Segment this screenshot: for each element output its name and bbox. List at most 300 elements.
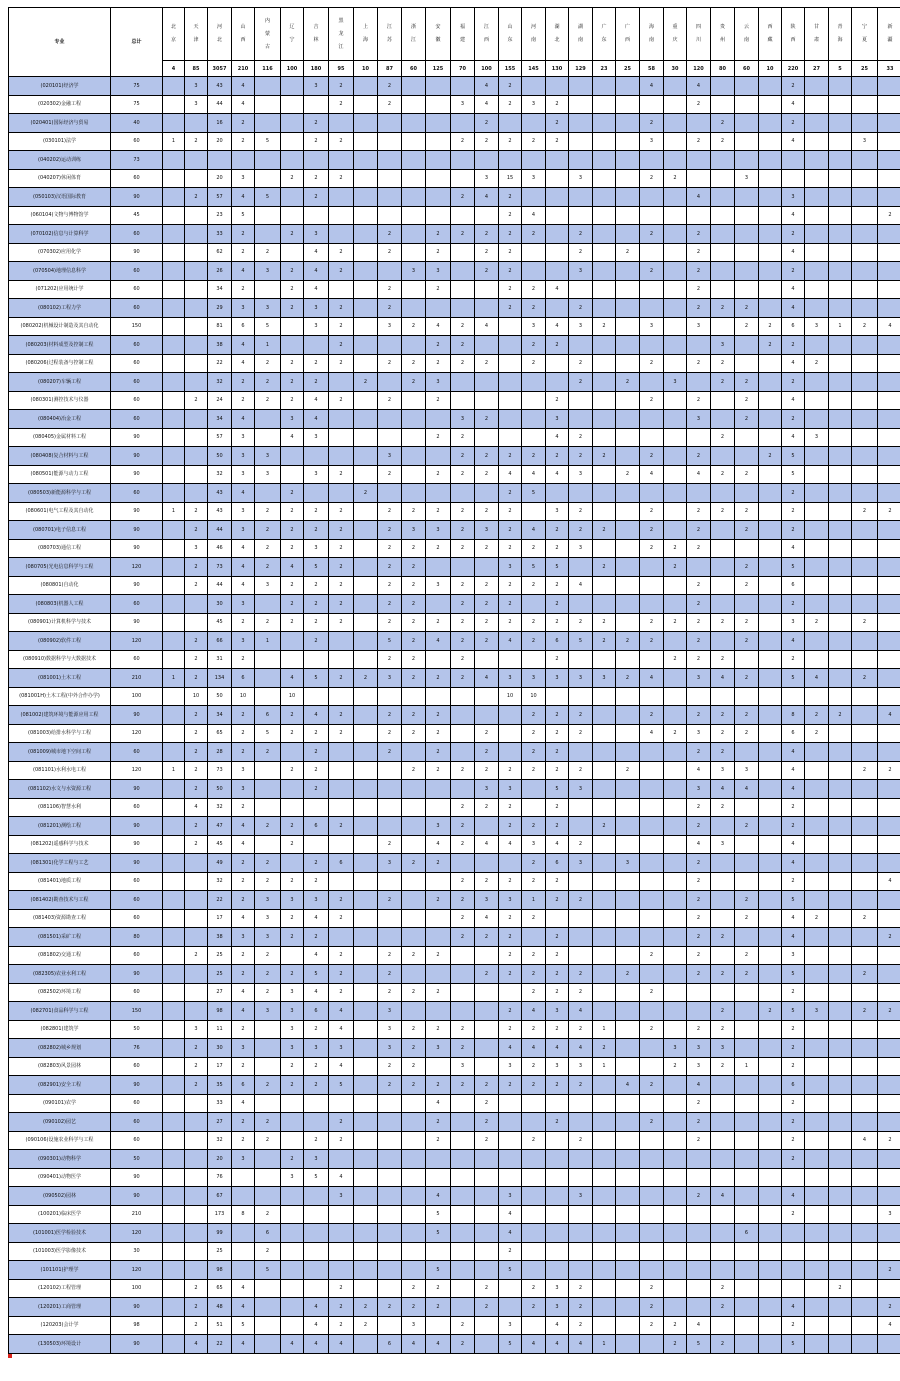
major-name-cell: (080206)过程装备与控制工程: [9, 354, 111, 373]
quota-cell: 3: [782, 946, 805, 965]
quota-cell: 2: [304, 780, 329, 799]
quota-cell: [878, 336, 900, 355]
quota-cell: [208, 151, 232, 170]
quota-cell: [522, 243, 546, 262]
quota-cell: [878, 391, 900, 410]
quota-cell: 2: [687, 354, 711, 373]
quota-cell: [569, 336, 593, 355]
quota-cell: 2: [546, 1113, 569, 1132]
quota-cell: 2: [687, 632, 711, 651]
row-total-cell: 90: [111, 447, 163, 466]
quota-cell: 2: [687, 743, 711, 762]
quota-cell: 2: [426, 983, 451, 1002]
quota-cell: 3: [232, 1150, 255, 1169]
quota-cell: [402, 484, 426, 503]
quota-cell: 3: [281, 983, 304, 1002]
quota-cell: [378, 132, 402, 151]
quota-cell: 5: [304, 558, 329, 577]
quota-cell: [878, 1020, 900, 1039]
quota-cell: 2: [451, 632, 475, 651]
quota-cell: [852, 188, 878, 207]
quota-cell: 2: [185, 1039, 208, 1058]
quota-cell: 4: [304, 1298, 329, 1317]
quota-cell: [569, 1224, 593, 1243]
quota-cell: [185, 114, 208, 133]
quota-cell: [475, 983, 499, 1002]
quota-cell: [852, 1242, 878, 1261]
quota-cell: 2: [782, 1113, 805, 1132]
quota-cell: [664, 225, 687, 244]
quota-cell: 2: [185, 188, 208, 207]
quota-cell: 3: [255, 1002, 281, 1021]
major-name-cell: (081802)交通工程: [9, 946, 111, 965]
province-name: 天津: [193, 24, 199, 43]
table-row: [9, 1020, 900, 1039]
quota-cell: [475, 854, 499, 873]
quota-cell: [255, 780, 281, 799]
quota-cell: 4: [878, 872, 900, 891]
quota-cell: [402, 151, 426, 170]
quota-cell: 4: [711, 669, 735, 688]
quota-cell: [852, 1261, 878, 1280]
quota-cell: [522, 373, 546, 392]
quota-cell: [711, 243, 735, 262]
quota-cell: 45: [208, 835, 232, 854]
quota-cell: [711, 262, 735, 281]
major-name-cell: (081401)地质工程: [9, 872, 111, 891]
quota-cell: [354, 151, 378, 170]
quota-cell: [593, 95, 616, 114]
quota-cell: 2: [185, 1279, 208, 1298]
quota-cell: 4: [782, 854, 805, 873]
quota-cell: [664, 891, 687, 910]
quota-cell: 2: [499, 280, 522, 299]
major-name-cell: (080910)数据科学与大数据技术: [9, 650, 111, 669]
quota-cell: 5: [522, 484, 546, 503]
quota-cell: 2: [378, 280, 402, 299]
quota-cell: [852, 835, 878, 854]
quota-cell: 3: [546, 1002, 569, 1021]
quota-cell: [640, 428, 664, 447]
quota-cell: 2: [782, 77, 805, 96]
quota-cell: [829, 428, 852, 447]
quota-cell: 4: [782, 539, 805, 558]
major-name-cell: (081501)采矿工程: [9, 928, 111, 947]
quota-cell: 2: [329, 502, 354, 521]
quota-cell: 3: [255, 576, 281, 595]
quota-cell: [426, 650, 451, 669]
quota-cell: [354, 1020, 378, 1039]
quota-cell: [163, 336, 185, 355]
quota-cell: [402, 1205, 426, 1224]
quota-cell: [759, 1298, 782, 1317]
quota-cell: [852, 1020, 878, 1039]
quota-cell: 15: [499, 169, 522, 188]
quota-cell: 2: [499, 928, 522, 947]
quota-cell: 2: [499, 1242, 522, 1261]
quota-cell: [687, 206, 711, 225]
quota-cell: [163, 891, 185, 910]
major-name-cell: (080703)通信工程: [9, 539, 111, 558]
quota-cell: [878, 909, 900, 928]
quota-cell: [304, 1113, 329, 1132]
quota-cell: [829, 1002, 852, 1021]
quota-cell: [402, 95, 426, 114]
province-total: 4: [163, 61, 185, 77]
quota-cell: [664, 576, 687, 595]
quota-cell: [687, 1279, 711, 1298]
quota-cell: [522, 114, 546, 133]
quota-cell: [878, 225, 900, 244]
quota-cell: [255, 798, 281, 817]
quota-cell: [664, 354, 687, 373]
quota-cell: [281, 95, 304, 114]
quota-cell: [378, 687, 402, 706]
quota-cell: [735, 743, 759, 762]
quota-cell: 6: [735, 1224, 759, 1243]
quota-cell: 2: [185, 632, 208, 651]
quota-cell: [593, 891, 616, 910]
quota-cell: [829, 206, 852, 225]
quota-cell: 4: [546, 280, 569, 299]
quota-cell: [687, 1298, 711, 1317]
quota-cell: [522, 391, 546, 410]
table-row: [9, 114, 900, 133]
quota-cell: 4: [522, 1335, 546, 1354]
province-name: 湖南: [577, 24, 583, 43]
quota-cell: 2: [402, 724, 426, 743]
table-row: [9, 891, 900, 910]
quota-cell: [805, 484, 829, 503]
quota-cell: [354, 1094, 378, 1113]
quota-cell: [281, 1316, 304, 1335]
quota-cell: [522, 1094, 546, 1113]
quota-cell: 3: [378, 1039, 402, 1058]
quota-cell: 2: [402, 854, 426, 873]
quota-cell: [829, 1168, 852, 1187]
quota-cell: 4: [475, 77, 499, 96]
quota-cell: 3: [735, 761, 759, 780]
quota-cell: 2: [426, 946, 451, 965]
quota-cell: 4: [232, 484, 255, 503]
quota-cell: [640, 761, 664, 780]
quota-cell: 4: [569, 576, 593, 595]
quota-cell: [711, 391, 735, 410]
quota-cell: 2: [522, 743, 546, 762]
quota-cell: [878, 632, 900, 651]
quota-cell: 5: [304, 669, 329, 688]
quota-cell: 4: [304, 391, 329, 410]
quota-cell: [664, 502, 687, 521]
quota-cell: [475, 1224, 499, 1243]
quota-cell: [805, 983, 829, 1002]
quota-cell: [616, 317, 640, 336]
quota-cell: [402, 243, 426, 262]
quota-cell: [805, 188, 829, 207]
quota-cell: 57: [208, 188, 232, 207]
quota-cell: [829, 928, 852, 947]
quota-cell: [402, 1150, 426, 1169]
quota-cell: 4: [329, 1057, 354, 1076]
quota-cell: 4: [782, 206, 805, 225]
province-total: 125: [426, 61, 451, 77]
quota-cell: 2: [593, 632, 616, 651]
quota-cell: 50: [208, 780, 232, 799]
major-name-cell: (081101)水利水电工程: [9, 761, 111, 780]
quota-cell: [163, 1205, 185, 1224]
quota-cell: [829, 225, 852, 244]
table-row: [9, 502, 900, 521]
quota-cell: 2: [499, 872, 522, 891]
table-row: [9, 262, 900, 281]
quota-cell: [829, 336, 852, 355]
quota-cell: [852, 1224, 878, 1243]
row-total-cell: 80: [111, 928, 163, 947]
quota-cell: [640, 743, 664, 762]
major-name-cell: (070302)应用化学: [9, 243, 111, 262]
province-header: [522, 8, 546, 61]
quota-cell: [829, 1150, 852, 1169]
quota-cell: [451, 1002, 475, 1021]
row-total-cell: 90: [111, 1076, 163, 1095]
quota-cell: 5: [782, 965, 805, 984]
quota-cell: 6: [232, 669, 255, 688]
quota-cell: 3: [255, 909, 281, 928]
quota-cell: [852, 243, 878, 262]
row-total-cell: 60: [111, 354, 163, 373]
quota-cell: [378, 1279, 402, 1298]
quota-cell: 31: [208, 650, 232, 669]
quota-cell: 2: [304, 132, 329, 151]
quota-cell: [185, 428, 208, 447]
quota-cell: 2: [687, 965, 711, 984]
quota-cell: 2: [329, 1298, 354, 1317]
quota-cell: [402, 188, 426, 207]
quota-cell: [163, 465, 185, 484]
quota-cell: [281, 1131, 304, 1150]
quota-cell: 2: [451, 872, 475, 891]
quota-cell: 2: [475, 354, 499, 373]
quota-cell: [640, 206, 664, 225]
quota-cell: [281, 336, 304, 355]
quota-cell: [185, 1168, 208, 1187]
quota-cell: [163, 1316, 185, 1335]
quota-cell: [426, 114, 451, 133]
quota-cell: 2: [378, 558, 402, 577]
quota-cell: 1: [735, 1057, 759, 1076]
quota-cell: 2: [640, 1298, 664, 1317]
quota-cell: 2: [402, 317, 426, 336]
quota-cell: [402, 798, 426, 817]
quota-cell: [829, 946, 852, 965]
quota-cell: 2: [499, 225, 522, 244]
quota-cell: [616, 447, 640, 466]
quota-cell: [255, 1150, 281, 1169]
quota-cell: 10: [522, 687, 546, 706]
row-total-cell: 90: [111, 1298, 163, 1317]
quota-cell: [852, 595, 878, 614]
quota-cell: [616, 909, 640, 928]
quota-cell: [664, 1187, 687, 1206]
quota-cell: 3: [255, 928, 281, 947]
quota-cell: [805, 1279, 829, 1298]
quota-cell: [759, 428, 782, 447]
quota-cell: [354, 317, 378, 336]
quota-cell: 3: [378, 1002, 402, 1021]
quota-cell: 5: [255, 724, 281, 743]
quota-cell: [759, 410, 782, 429]
quota-cell: [163, 983, 185, 1002]
quota-cell: 2: [329, 946, 354, 965]
quota-cell: 2: [281, 225, 304, 244]
major-name-cell: (082701)食品科学与工程: [9, 1002, 111, 1021]
row-total-cell: 150: [111, 317, 163, 336]
quota-cell: [499, 1298, 522, 1317]
quota-cell: 2: [378, 225, 402, 244]
quota-cell: 4: [522, 521, 546, 540]
quota-cell: [163, 558, 185, 577]
quota-cell: [878, 558, 900, 577]
quota-cell: [616, 1187, 640, 1206]
quota-cell: [593, 928, 616, 947]
quota-cell: [185, 317, 208, 336]
table-row: [9, 1205, 900, 1224]
quota-cell: [616, 613, 640, 632]
quota-cell: [185, 336, 208, 355]
quota-cell: [593, 576, 616, 595]
quota-cell: 2: [711, 613, 735, 632]
quota-cell: [829, 669, 852, 688]
quota-cell: 3: [232, 502, 255, 521]
quota-cell: [522, 1316, 546, 1335]
quota-cell: [805, 928, 829, 947]
quota-cell: [185, 872, 208, 891]
quota-cell: [185, 1113, 208, 1132]
quota-cell: [255, 410, 281, 429]
quota-cell: 2: [402, 946, 426, 965]
row-total-cell: 60: [111, 410, 163, 429]
quota-cell: 3: [304, 317, 329, 336]
quota-cell: [805, 151, 829, 170]
quota-cell: 2: [522, 909, 546, 928]
quota-cell: 2: [735, 669, 759, 688]
quota-cell: [759, 687, 782, 706]
table-row: [9, 558, 900, 577]
quota-cell: 2: [569, 761, 593, 780]
quota-cell: 2: [546, 706, 569, 725]
quota-cell: 2: [304, 576, 329, 595]
quota-cell: 3: [499, 669, 522, 688]
quota-cell: 2: [640, 354, 664, 373]
quota-cell: [805, 391, 829, 410]
major-name-cell: (081403)资源勘查工程: [9, 909, 111, 928]
quota-cell: [354, 465, 378, 484]
quota-cell: [829, 280, 852, 299]
quota-cell: 2: [687, 243, 711, 262]
quota-cell: [640, 1057, 664, 1076]
quota-cell: 2: [304, 354, 329, 373]
quota-cell: 2: [711, 650, 735, 669]
quota-cell: [451, 262, 475, 281]
quota-cell: [185, 1002, 208, 1021]
quota-cell: [354, 132, 378, 151]
quota-cell: [616, 225, 640, 244]
quota-cell: 2: [255, 1076, 281, 1095]
quota-cell: 3: [687, 780, 711, 799]
quota-cell: [878, 743, 900, 762]
table-row: [9, 1131, 900, 1150]
row-total-cell: 75: [111, 95, 163, 114]
quota-cell: 1: [255, 632, 281, 651]
quota-cell: 4: [426, 1187, 451, 1206]
quota-cell: [852, 1150, 878, 1169]
table-row: [9, 576, 900, 595]
quota-cell: [759, 965, 782, 984]
quota-cell: 30: [208, 1039, 232, 1058]
quota-cell: [664, 465, 687, 484]
quota-cell: 2: [255, 965, 281, 984]
quota-cell: [593, 410, 616, 429]
quota-cell: [378, 1094, 402, 1113]
quota-cell: [522, 1261, 546, 1280]
quota-cell: [664, 632, 687, 651]
quota-cell: 65: [208, 1279, 232, 1298]
province-header: [208, 8, 232, 61]
quota-cell: [569, 1094, 593, 1113]
quota-cell: [304, 1094, 329, 1113]
quota-cell: [593, 650, 616, 669]
quota-cell: [759, 780, 782, 799]
quota-cell: [163, 95, 185, 114]
major-name-cell: (082801)建筑学: [9, 1020, 111, 1039]
quota-cell: [163, 225, 185, 244]
quota-cell: 25: [208, 946, 232, 965]
table-row: [9, 909, 900, 928]
quota-cell: 2: [281, 576, 304, 595]
quota-cell: [475, 1150, 499, 1169]
quota-cell: [354, 743, 378, 762]
quota-cell: 2: [569, 225, 593, 244]
quota-cell: [451, 687, 475, 706]
row-total-cell: 90: [111, 539, 163, 558]
quota-cell: 2: [426, 761, 451, 780]
quota-cell: [687, 1242, 711, 1261]
quota-cell: 2: [378, 576, 402, 595]
quota-cell: [475, 391, 499, 410]
quota-cell: 4: [782, 428, 805, 447]
quota-cell: 3: [475, 169, 499, 188]
quota-cell: [451, 1205, 475, 1224]
quota-cell: 2: [255, 1205, 281, 1224]
quota-cell: 4: [281, 1335, 304, 1354]
quota-cell: [163, 317, 185, 336]
quota-cell: [829, 595, 852, 614]
quota-cell: 2: [475, 798, 499, 817]
quota-cell: 3: [255, 465, 281, 484]
quota-cell: [522, 428, 546, 447]
quota-cell: [711, 817, 735, 836]
quota-cell: [163, 1131, 185, 1150]
table-row: [9, 77, 900, 96]
quota-cell: [593, 151, 616, 170]
quota-cell: [829, 983, 852, 1002]
quota-cell: [829, 687, 852, 706]
quota-cell: [735, 95, 759, 114]
quota-cell: [378, 206, 402, 225]
quota-cell: [281, 317, 304, 336]
quota-cell: [664, 447, 687, 466]
quota-cell: [593, 465, 616, 484]
